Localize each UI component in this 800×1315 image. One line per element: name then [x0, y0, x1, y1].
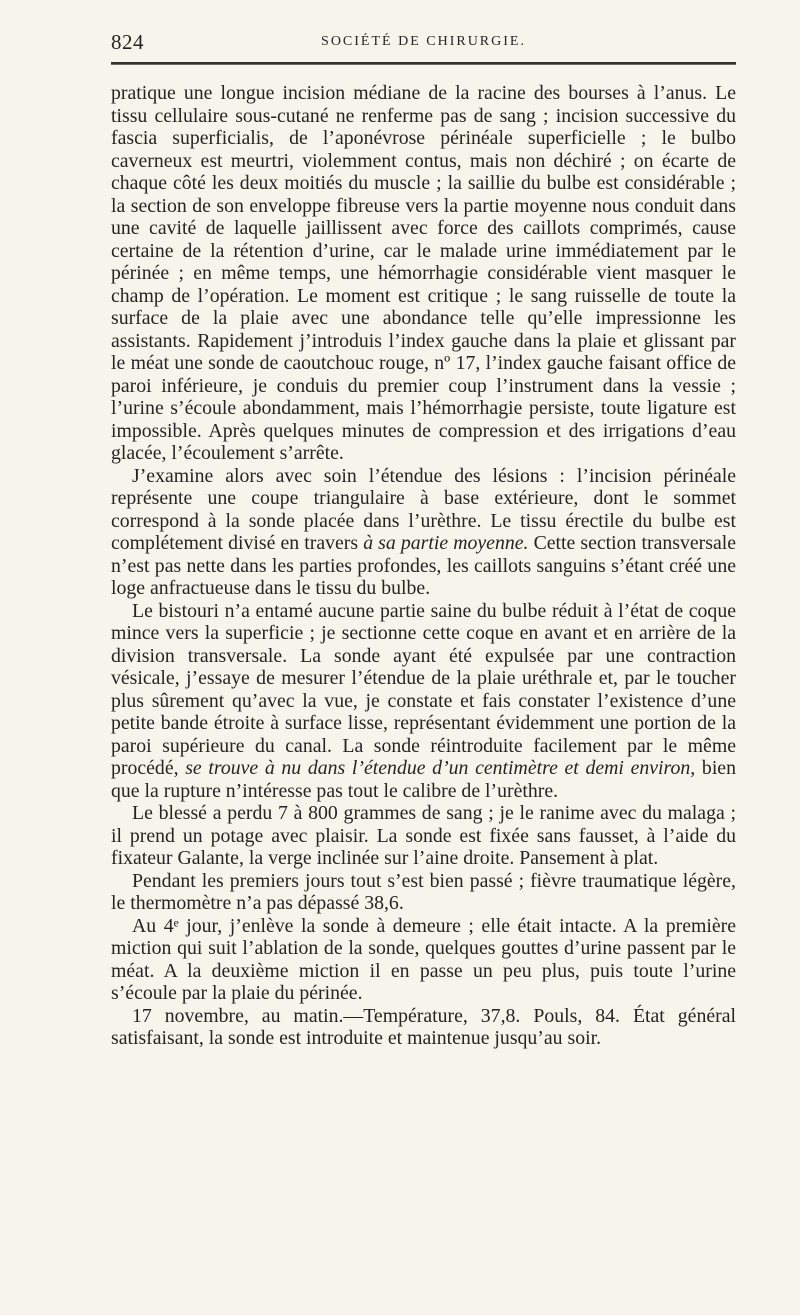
- paragraph-6: Au 4ᵉ jour, j’enlève la sonde à demeure ; elle était intacte. A la première miction qui suit l’ablation de la sonde, quelques gouttes d’urine passent par le méat. A la deuxième miction il en passe un peu plus, puis toute l’urine s’écoule par la plaie du périnée.: [111, 914, 736, 1004]
- page-number: 824: [111, 30, 144, 54]
- paragraph-3-part-2: bien que la rupture n’intéresse pas tout le calibre de l’urèthre.: [111, 757, 736, 802]
- paragraph-2: [111, 465, 736, 600]
- paragraph-1: pratique une longue incision médiane de la racine des bourses à l’anus. Le tissu cellulaire sous-cutané ne renferme pas de sang ; incision successive du fascia superficialis, de l’aponévrose périnéale superficielle ; le bulbo caverneux est meurtri, violemment contus, mais non déchiré ; on écarte de chaque côté les deux moitiés du muscle ; la saillie du bulbe est considérable ; la section de son enveloppe fibreuse vers la partie moyenne nous conduit dans une cavité de laquelle jaillissent avec force des caillots comprimés, cause certaine de la rétention d’urine, car le malade urine immédiatement par le périnée ; en même temps, une hémorrhagie considérable vient masquer le champ de l’opération. Le moment est critique ; le sang ruisselle de toute la surface de la plaie avec une abondance telle qu’elle impressionne les assistants. Rapidement j’introduis l’index gauche dans la plaie et glissant par le méat une sonde de caoutchouc rouge, nº 17, l’index gauche faisant office de paroi inférieure, je conduis du premier coup l’instrument dans la vessie ; l’urine s’écoule abondamment, mais l’hémorrhagie persiste, toute ligature est impossible. Après quelques minutes de compression et des irrigations d’eau glacée, l’écoulement s’arrête.: [111, 82, 736, 464]
- paragraph-4: Le blessé a perdu 7 à 800 grammes de sang ; je le ranime avec du malaga ; il prend un potage avec plaisir. La sonde est fixée sans fausset, à l’aide du fixateur Galante, la verge inclinée sur l’aine droite. Pansement à plat.: [111, 802, 736, 869]
- body-text: [111, 82, 736, 1050]
- paragraph-3: [111, 600, 736, 803]
- paragraph-2-part-2: Cette section transversale n’est pas nette dans les parties profondes, les caillots sanguins s’étant créé une loge anfractueuse dans le tissu du bulbe.: [111, 532, 737, 599]
- paragraph-3-italic: se trouve à nu dans l’étendue d’un centimètre et demi environ,: [185, 757, 696, 779]
- page-header: [111, 30, 736, 56]
- paragraph-7: 17 novembre, au matin.—Température, 37,8. Pouls, 84. État général satisfaisant, la sonde est introduite et maintenue jusqu’au soir.: [111, 1004, 736, 1049]
- paragraph-2-italic: à sa partie moyenne.: [363, 532, 529, 554]
- paragraph-3-part-1: Le bistouri n’a entamé aucune partie saine du bulbe réduit à l’état de coque mince vers la superficie ; je sectionne cette coque en avant et en arrière de la division transversale. La sonde ayant été expulsée par une contraction vésicale, j’essaye de mesurer l’étendue de la plaie uréthrale et, par le toucher plus sûrement qu’avec la vue, je constate et fais constater l’existence d’une petite bande étroite à surface lisse, représentant évidemment une portion de la paroi supérieure du canal. La sonde réintroduite facilement par le même procédé,: [111, 599, 736, 779]
- paragraph-5: Pendant les premiers jours tout s’est bien passé ; fièvre traumatique légère, le thermomètre n’a pas dépassé 38,6.: [111, 869, 736, 914]
- paragraph-2-part-1: J’examine alors avec soin l’étendue des lésions : l’incision périnéale représente une coupe triangulaire à base extérieure, dont le sommet correspond à la sonde placée dans l’urèthre. Le tissu érectile du bulbe est complétement divisé en travers: [111, 464, 736, 554]
- header-rule: [111, 62, 736, 64]
- running-title: SOCIÉTÉ DE CHIRURGIE.: [321, 34, 526, 49]
